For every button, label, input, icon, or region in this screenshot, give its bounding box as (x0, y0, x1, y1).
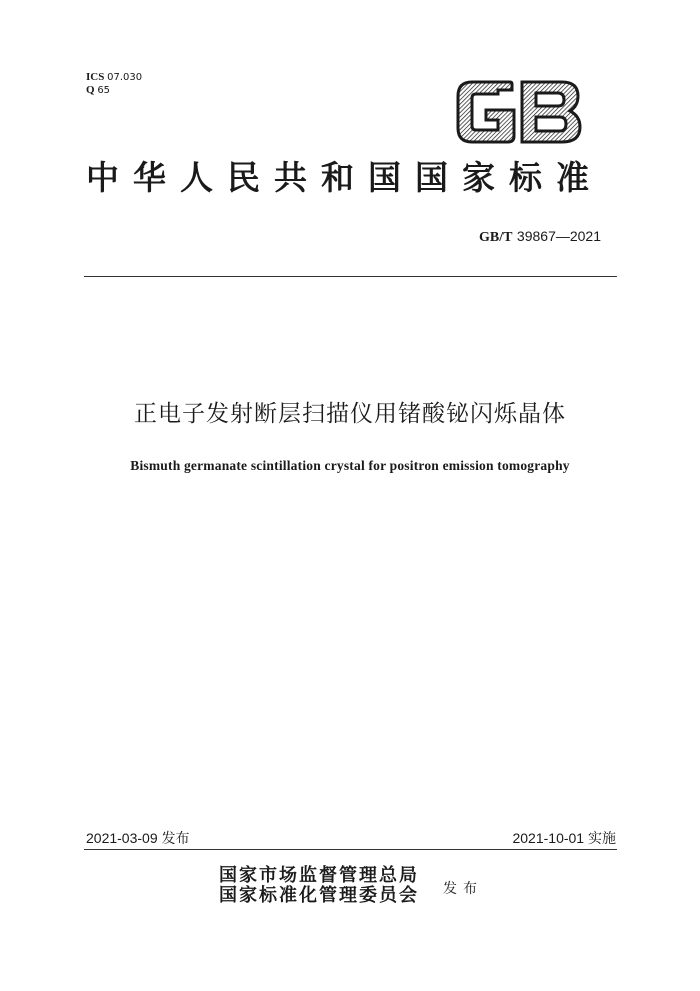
chinese-title: 正电子发射断层扫描仪用锗酸铋闪烁晶体 (134, 401, 566, 427)
ics-label: ICS (86, 71, 105, 83)
standard-number (479, 228, 601, 246)
ics-code-line (86, 71, 142, 84)
ccs-label: Q (86, 84, 95, 96)
standard-code: 39867—2021 (516, 228, 601, 244)
issue-date-label: 发布 (161, 831, 190, 847)
issue-date-line (86, 828, 190, 848)
bottom-divider (84, 849, 617, 850)
issuing-bodies (219, 866, 419, 906)
classification-codes (86, 71, 142, 97)
issued-by-label: 发布 (443, 881, 483, 897)
gb-logo-icon (454, 80, 583, 144)
standard-prefix: GB/T (479, 230, 513, 245)
english-title: Bismuth germanate scintillation crystal for positron emission tomography (130, 458, 570, 473)
ccs-value: 65 (97, 85, 111, 96)
ccs-code-line (86, 84, 142, 97)
issuer-sac: 国家标准化管理委员会 (219, 885, 419, 906)
issuer-samr: 国家市场监督管理总局 (219, 865, 419, 886)
national-standard-heading: 中华人民共和国国家标准 (86, 158, 603, 197)
implementation-date: 2021-10-01 (512, 830, 585, 846)
issue-date: 2021-03-09 (86, 830, 158, 846)
top-divider (84, 276, 617, 277)
implementation-date-line (512, 828, 616, 848)
ics-value: 07.030 (107, 72, 143, 83)
implementation-date-label: 实施 (588, 831, 616, 847)
